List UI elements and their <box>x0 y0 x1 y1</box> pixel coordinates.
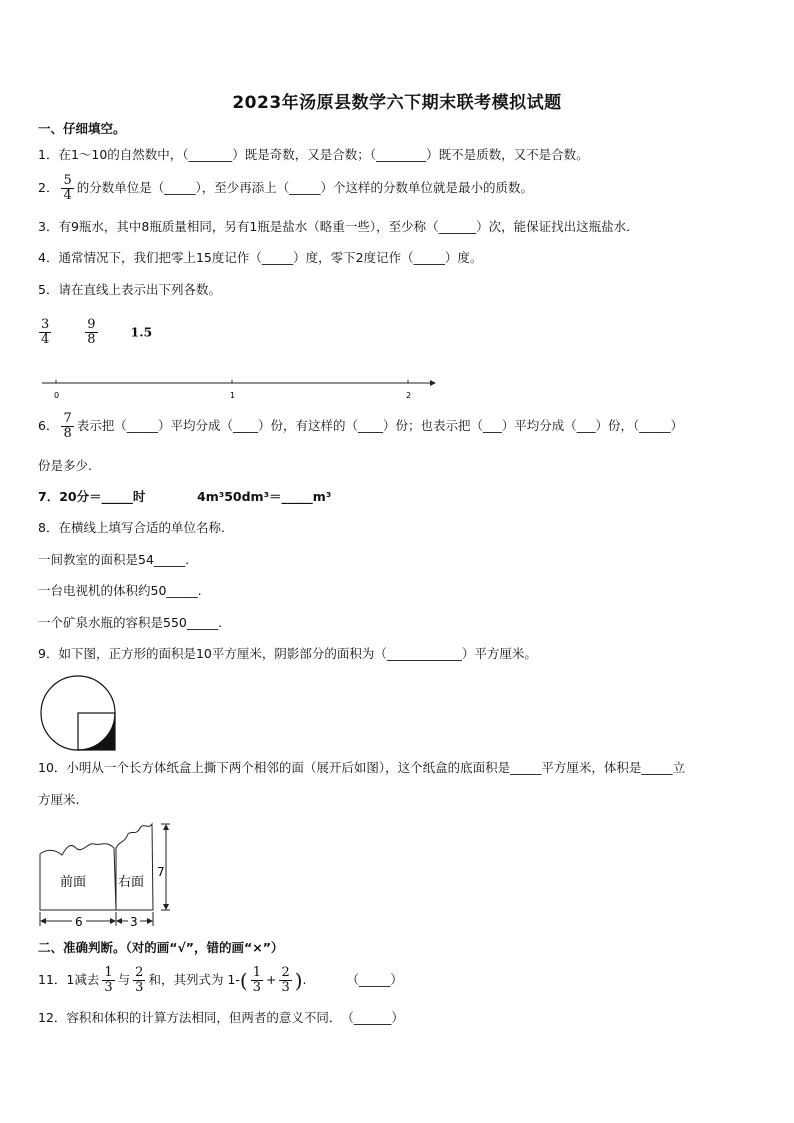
fraction-2-3-b: $\frac{2}{3}$ <box>281 965 290 995</box>
section-2-heading: 二、准确判断。（对的画“√”，错的画“×”） <box>38 940 284 955</box>
right-face <box>116 824 153 910</box>
question-11-and: 与 <box>117 972 131 987</box>
box-net-figure <box>36 820 186 932</box>
tick-label-0: 0 <box>54 391 60 400</box>
question-11-plus: + <box>265 972 277 987</box>
question-7a: 7．20分＝_____时 <box>38 489 146 504</box>
front-face-label: 前面 <box>60 875 87 890</box>
question-11: 11．1减去 $\frac{1}{3}$ 与 $\frac{2}{3}$ 和，其列式为 1-( $\frac{1}{3}$ + $\frac{2}{3}$ ). （_____） <box>38 965 403 995</box>
right-width-arrow-left <box>116 918 122 924</box>
fraction-2-3-a: $\frac{2}{3}$ <box>135 965 144 995</box>
question-4: 4．通常情况下，我们把零上15度记作（_____）度，零下2度记作（_____）度。 <box>38 250 483 265</box>
tick-label-2: 2 <box>406 391 412 400</box>
right-width-label: 3 <box>130 915 138 929</box>
question-8: 8．在横线上填写合适的单位名称. <box>38 520 225 535</box>
question-10-continued: 方厘米. <box>38 792 80 807</box>
question-11-start: 11．1减去 <box>38 972 100 987</box>
fraction-9-8: $\frac{9}{8}$ <box>87 317 96 347</box>
front-width-arrow-left <box>40 918 46 924</box>
question-6 <box>38 412 683 441</box>
question-8-c: 一个矿泉水瓶的容积是550_____. <box>38 615 223 630</box>
right-width-arrow-right <box>147 918 153 924</box>
page-title: 2023年汤原县数学六下期末联考模拟试题 <box>232 93 562 113</box>
question-2-text: 的分数单位是（_____），至少再添上（_____）个这样的分数单位就是最小的质数。 <box>76 180 533 195</box>
question-11-blank: （_____） <box>346 972 403 987</box>
question-8-a: 一间教室的面积是54_____. <box>38 552 190 567</box>
question-3: 3．有9瓶水，其中8瓶质量相同，另有1瓶是盐水（略重一些），至少称（______）次，能保证找出这瓶盐水． <box>38 219 639 234</box>
question-7b: 4m³50dm³＝_____m³ <box>197 489 332 504</box>
question-5-values <box>36 318 152 347</box>
height-label: 7 <box>157 865 165 879</box>
question-11-period: . <box>302 972 307 987</box>
circle-square-figure <box>38 674 122 754</box>
right-face-label: 右面 <box>118 875 145 890</box>
number-line <box>38 372 438 402</box>
front-width-arrow-right <box>110 918 116 924</box>
fraction-7-8: $\frac{7}{8}$ <box>63 411 72 441</box>
question-6-text: 表示把（_____）平均分成（____）份，有这样的（____）份；也表示把（___）平均分成（___）份，（_____） <box>76 418 683 433</box>
question-1: 1．在1～10的自然数中，（_______）既是奇数，又是合数；（________）既不是质数，又不是合数。 <box>38 147 589 162</box>
question-5: 5．请在直线上表示出下列各数。 <box>38 282 221 297</box>
question-2 <box>38 174 533 203</box>
value-1-5: 1.5 <box>130 324 153 340</box>
height-arrow-bottom <box>163 904 169 910</box>
fraction-1-3-a: $\frac{1}{3}$ <box>104 965 113 995</box>
question-11-middle: 和，其列式为 1- <box>148 972 240 987</box>
fraction-3-4: $\frac{3}{4}$ <box>41 317 50 347</box>
question-6-number: 6． <box>38 418 59 433</box>
question-6-continued: 份是多少. <box>38 458 92 473</box>
question-10: 10．小明从一个长方体纸盒上撕下两个相邻的面（展开后如图），这个纸盒的底面积是_____平方厘米，体积是_____立 <box>38 760 686 775</box>
tick-label-1: 1 <box>230 391 236 400</box>
question-9: 9．如下图，正方形的面积是10平方厘米，阴影部分的面积为（____________）平方厘米。 <box>38 646 537 661</box>
front-width-label: 6 <box>75 915 83 929</box>
question-2-number: 2． <box>38 180 59 195</box>
question-8-b: 一台电视机的体积约50_____. <box>38 583 202 598</box>
section-1-heading: 一、仔细填空。 <box>38 121 126 136</box>
number-line-arrow <box>430 380 436 386</box>
question-12: 12．容积和体积的计算方法相同，但两者的意义不同． （______） <box>38 1010 404 1025</box>
fraction-1-3-b: $\frac{1}{3}$ <box>252 965 261 995</box>
fraction-5-4: $\frac{5}{4}$ <box>63 173 72 203</box>
height-arrow-top <box>163 824 169 830</box>
